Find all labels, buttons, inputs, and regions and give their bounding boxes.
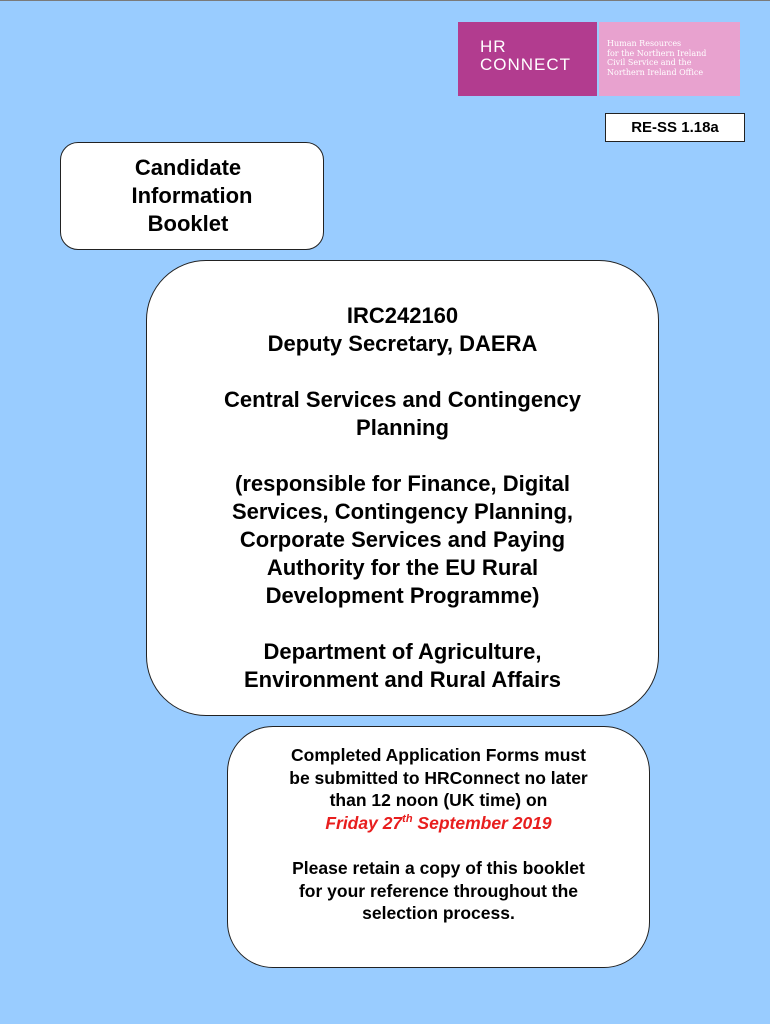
deadline-date-month-year: September 2019 bbox=[412, 812, 552, 833]
application-deadline-box bbox=[227, 726, 650, 968]
responsibility-line: Authority for the EU Rural bbox=[266, 555, 539, 580]
division-line: Planning bbox=[356, 415, 449, 440]
competition-reference: IRC242160 bbox=[346, 303, 459, 328]
deadline-date-ordinal: th bbox=[402, 812, 413, 825]
top-border-line bbox=[0, 0, 770, 1]
spacer bbox=[228, 834, 649, 857]
title-line: Candidate bbox=[134, 155, 242, 180]
instruction-line: than 12 noon (UK time) on bbox=[329, 790, 548, 810]
hrconnect-logo bbox=[458, 22, 740, 96]
spacer bbox=[147, 610, 658, 638]
retain-line: selection process. bbox=[362, 903, 515, 923]
logo-description-line: Human Resources bbox=[607, 39, 682, 48]
title-line: Booklet bbox=[147, 211, 229, 236]
logo-wordmark-panel bbox=[458, 22, 597, 96]
reference-code-box: RE-SS 1.18a bbox=[605, 113, 745, 142]
candidate-information-title-box bbox=[60, 142, 324, 250]
instruction-line: Completed Application Forms must bbox=[291, 745, 586, 765]
deadline-date bbox=[228, 812, 649, 835]
logo-description-line: for the Northern Ireland bbox=[607, 48, 707, 58]
logo-description-line: Civil Service and the bbox=[607, 58, 692, 67]
division-line: Central Services and Contingency bbox=[224, 387, 581, 412]
logo-description-panel bbox=[599, 22, 740, 96]
logo-description-line: Northern Ireland Office bbox=[607, 67, 704, 77]
post-title: Deputy Secretary, DAERA bbox=[267, 331, 538, 356]
title-line: Information bbox=[131, 183, 253, 208]
department-line: Environment and Rural Affairs bbox=[243, 667, 561, 692]
responsibility-line: Development Programme) bbox=[265, 583, 540, 608]
responsibility-line: (responsible for Finance, Digital bbox=[235, 471, 570, 496]
post-details-box bbox=[146, 260, 659, 716]
spacer bbox=[147, 358, 658, 386]
responsibility-line: Corporate Services and Paying bbox=[239, 527, 566, 552]
logo-hr-text: HR bbox=[480, 37, 507, 56]
spacer bbox=[147, 442, 658, 470]
retain-line: Please retain a copy of this booklet bbox=[292, 858, 585, 878]
logo-connect-text: CONNECT bbox=[480, 55, 572, 74]
retain-line: for your reference throughout the bbox=[298, 880, 579, 901]
instruction-line: be submitted to HRConnect no later bbox=[289, 767, 588, 788]
department-line: Department of Agriculture, bbox=[263, 639, 542, 664]
deadline-date-day: Friday 27 bbox=[325, 812, 403, 833]
responsibility-line: Services, Contingency Planning, bbox=[231, 499, 574, 524]
